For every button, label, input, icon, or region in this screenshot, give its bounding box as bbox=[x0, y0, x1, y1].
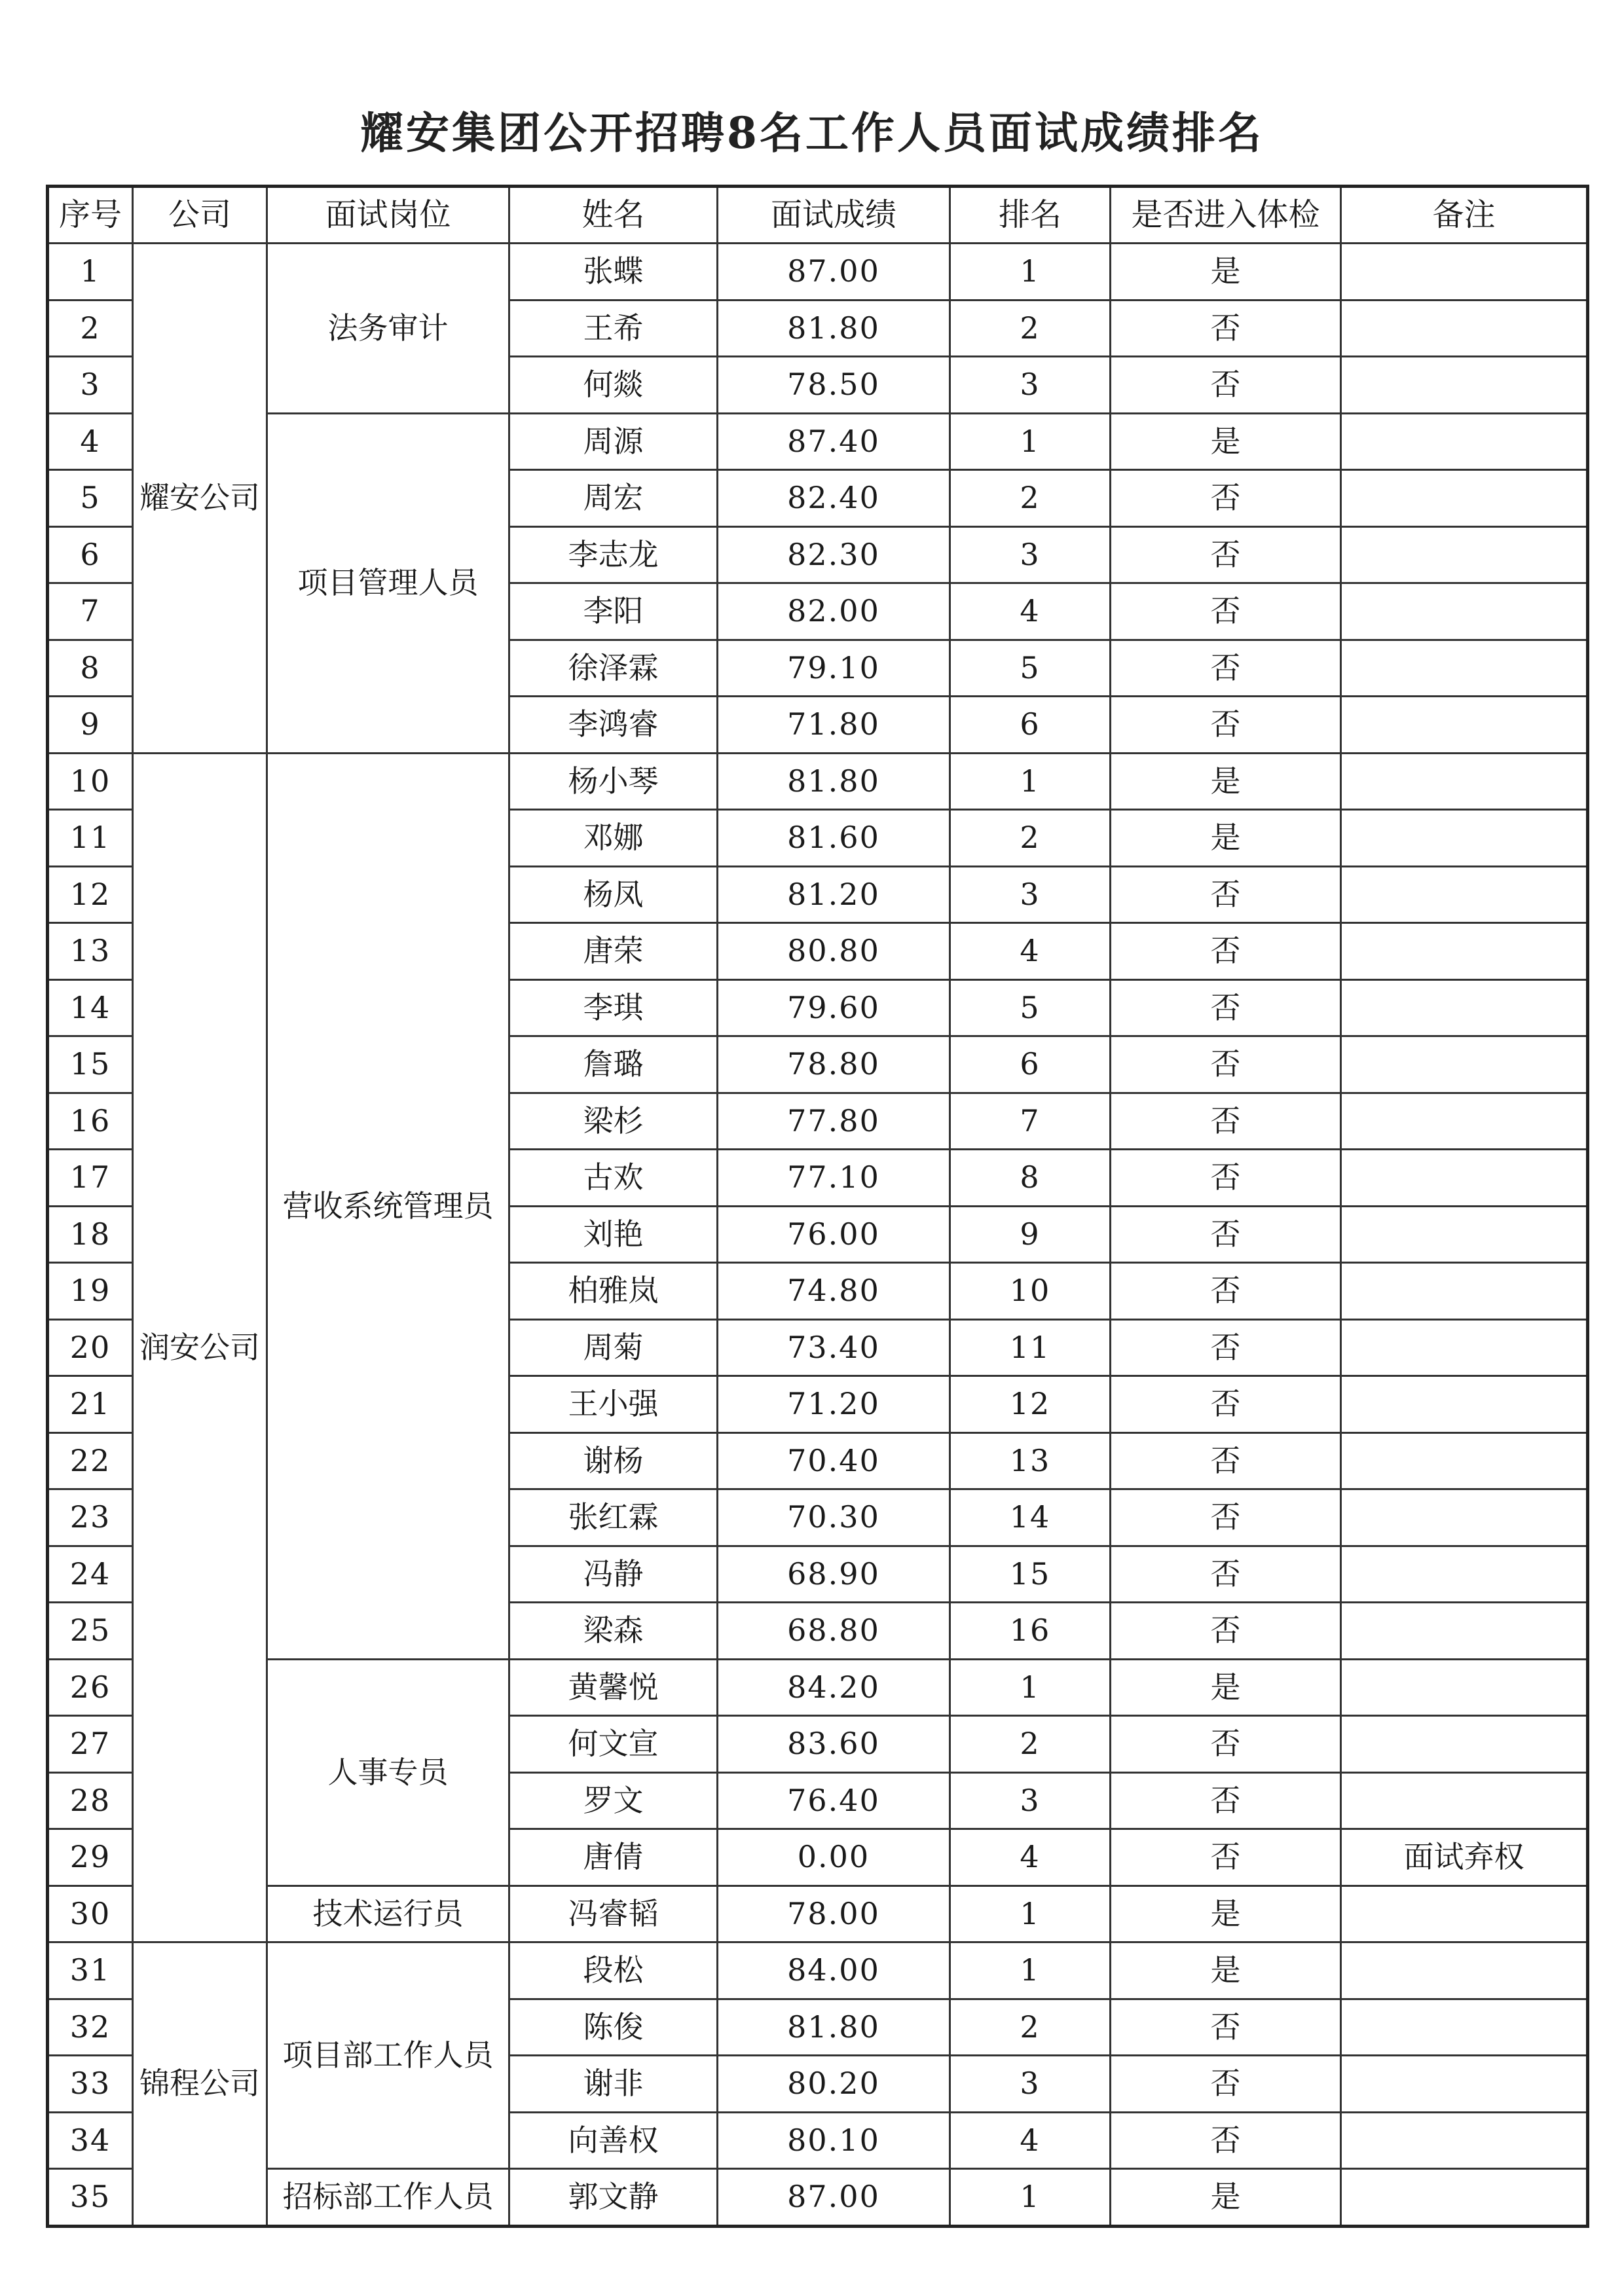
cell-medical: 否 bbox=[1111, 1546, 1341, 1603]
cell-medical: 否 bbox=[1111, 2056, 1341, 2113]
cell-position: 项目部工作人员 bbox=[267, 1942, 509, 2169]
cell-no: 25 bbox=[48, 1603, 133, 1660]
cell-no: 9 bbox=[48, 697, 133, 754]
table-row bbox=[48, 753, 1588, 810]
cell-rank: 5 bbox=[950, 640, 1111, 697]
cell-name: 周宏 bbox=[509, 470, 718, 527]
cell-medical: 否 bbox=[1111, 1829, 1341, 1886]
table-row bbox=[48, 413, 1588, 470]
cell-medical: 是 bbox=[1111, 1942, 1341, 1999]
cell-name: 郭文静 bbox=[509, 2169, 718, 2227]
cell-rank: 4 bbox=[950, 583, 1111, 640]
cell-note bbox=[1341, 810, 1588, 867]
cell-score: 77.10 bbox=[718, 1150, 950, 1207]
cell-rank: 1 bbox=[950, 1942, 1111, 1999]
table-row bbox=[48, 1886, 1588, 1942]
cell-rank: 4 bbox=[950, 1829, 1111, 1886]
header-row bbox=[48, 187, 1588, 244]
cell-name: 柏雅岚 bbox=[509, 1263, 718, 1320]
cell-name: 杨凤 bbox=[509, 866, 718, 923]
interview-results-table bbox=[46, 185, 1589, 2228]
cell-name: 罗文 bbox=[509, 1772, 718, 1829]
cell-note bbox=[1341, 1376, 1588, 1433]
cell-rank: 2 bbox=[950, 470, 1111, 527]
cell-rank: 11 bbox=[950, 1319, 1111, 1376]
cell-position: 人事专员 bbox=[267, 1659, 509, 1886]
cell-medical: 否 bbox=[1111, 583, 1341, 640]
cell-position: 法务审计 bbox=[267, 244, 509, 414]
cell-score: 76.00 bbox=[718, 1206, 950, 1263]
cell-note bbox=[1341, 979, 1588, 1036]
cell-medical: 否 bbox=[1111, 1150, 1341, 1207]
cell-name: 唐荣 bbox=[509, 923, 718, 980]
cell-medical: 否 bbox=[1111, 470, 1341, 527]
cell-name: 王希 bbox=[509, 300, 718, 357]
cell-no: 35 bbox=[48, 2169, 133, 2227]
cell-score: 73.40 bbox=[718, 1319, 950, 1376]
cell-score: 70.30 bbox=[718, 1489, 950, 1546]
cell-score: 77.80 bbox=[718, 1093, 950, 1150]
cell-position: 招标部工作人员 bbox=[267, 2169, 509, 2227]
cell-note bbox=[1341, 300, 1588, 357]
cell-name: 何燚 bbox=[509, 357, 718, 414]
cell-rank: 2 bbox=[950, 1999, 1111, 2056]
cell-rank: 8 bbox=[950, 1150, 1111, 1207]
cell-rank: 4 bbox=[950, 923, 1111, 980]
cell-score: 81.80 bbox=[718, 753, 950, 810]
cell-no: 34 bbox=[48, 2112, 133, 2169]
cell-no: 32 bbox=[48, 1999, 133, 2056]
cell-score: 82.00 bbox=[718, 583, 950, 640]
cell-no: 20 bbox=[48, 1319, 133, 1376]
table-row bbox=[48, 1942, 1588, 1999]
cell-name: 李阳 bbox=[509, 583, 718, 640]
cell-medical: 否 bbox=[1111, 640, 1341, 697]
cell-note bbox=[1341, 1150, 1588, 1207]
cell-name: 黄馨悦 bbox=[509, 1659, 718, 1716]
cell-name: 冯静 bbox=[509, 1546, 718, 1603]
cell-position: 技术运行员 bbox=[267, 1886, 509, 1942]
table-row bbox=[48, 1659, 1588, 1716]
cell-score: 68.80 bbox=[718, 1603, 950, 1660]
cell-company: 锦程公司 bbox=[133, 1942, 267, 2227]
cell-rank: 15 bbox=[950, 1546, 1111, 1603]
cell-medical: 否 bbox=[1111, 979, 1341, 1036]
cell-rank: 12 bbox=[950, 1376, 1111, 1433]
cell-no: 28 bbox=[48, 1772, 133, 1829]
cell-no: 29 bbox=[48, 1829, 133, 1886]
cell-note bbox=[1341, 1886, 1588, 1942]
cell-no: 8 bbox=[48, 640, 133, 697]
cell-no: 33 bbox=[48, 2056, 133, 2113]
cell-medical: 否 bbox=[1111, 1432, 1341, 1489]
cell-note bbox=[1341, 753, 1588, 810]
cell-no: 23 bbox=[48, 1489, 133, 1546]
cell-note bbox=[1341, 1263, 1588, 1320]
cell-no: 12 bbox=[48, 866, 133, 923]
cell-score: 68.90 bbox=[718, 1546, 950, 1603]
cell-rank: 5 bbox=[950, 979, 1111, 1036]
cell-name: 梁森 bbox=[509, 1603, 718, 1660]
cell-medical: 是 bbox=[1111, 244, 1341, 301]
cell-name: 谢非 bbox=[509, 2056, 718, 2113]
cell-medical: 否 bbox=[1111, 1206, 1341, 1263]
cell-note bbox=[1341, 470, 1588, 527]
cell-score: 78.80 bbox=[718, 1036, 950, 1093]
cell-score: 74.80 bbox=[718, 1263, 950, 1320]
cell-score: 79.60 bbox=[718, 979, 950, 1036]
cell-medical: 否 bbox=[1111, 866, 1341, 923]
cell-medical: 否 bbox=[1111, 1603, 1341, 1660]
cell-no: 14 bbox=[48, 979, 133, 1036]
cell-name: 李志龙 bbox=[509, 526, 718, 583]
cell-name: 张蝶 bbox=[509, 244, 718, 301]
cell-score: 84.20 bbox=[718, 1659, 950, 1716]
cell-no: 7 bbox=[48, 583, 133, 640]
cell-note bbox=[1341, 413, 1588, 470]
cell-company: 润安公司 bbox=[133, 753, 267, 1942]
cell-medical: 否 bbox=[1111, 1376, 1341, 1433]
cell-note: 面试弃权 bbox=[1341, 1829, 1588, 1886]
header-no: 序号 bbox=[48, 187, 133, 244]
cell-medical: 是 bbox=[1111, 1659, 1341, 1716]
cell-no: 5 bbox=[48, 470, 133, 527]
cell-rank: 1 bbox=[950, 753, 1111, 810]
cell-score: 81.20 bbox=[718, 866, 950, 923]
cell-note bbox=[1341, 526, 1588, 583]
cell-name: 邓娜 bbox=[509, 810, 718, 867]
cell-note bbox=[1341, 2169, 1588, 2227]
cell-rank: 1 bbox=[950, 244, 1111, 301]
cell-name: 周源 bbox=[509, 413, 718, 470]
cell-name: 冯睿韬 bbox=[509, 1886, 718, 1942]
cell-rank: 6 bbox=[950, 1036, 1111, 1093]
cell-note bbox=[1341, 2056, 1588, 2113]
cell-score: 80.20 bbox=[718, 2056, 950, 2113]
header-score: 面试成绩 bbox=[718, 187, 950, 244]
cell-name: 唐倩 bbox=[509, 1829, 718, 1886]
cell-no: 1 bbox=[48, 244, 133, 301]
cell-note bbox=[1341, 1603, 1588, 1660]
cell-no: 6 bbox=[48, 526, 133, 583]
cell-rank: 3 bbox=[950, 2056, 1111, 2113]
header-note: 备注 bbox=[1341, 187, 1588, 244]
cell-no: 30 bbox=[48, 1886, 133, 1942]
cell-medical: 否 bbox=[1111, 697, 1341, 754]
cell-note bbox=[1341, 1999, 1588, 2056]
cell-note bbox=[1341, 1319, 1588, 1376]
cell-rank: 3 bbox=[950, 866, 1111, 923]
header-position: 面试岗位 bbox=[267, 187, 509, 244]
cell-name: 刘艳 bbox=[509, 1206, 718, 1263]
cell-rank: 4 bbox=[950, 2112, 1111, 2169]
cell-name: 周菊 bbox=[509, 1319, 718, 1376]
cell-name: 梁杉 bbox=[509, 1093, 718, 1150]
table-header bbox=[48, 187, 1588, 244]
cell-note bbox=[1341, 1716, 1588, 1773]
cell-name: 向善权 bbox=[509, 2112, 718, 2169]
cell-medical: 是 bbox=[1111, 413, 1341, 470]
cell-score: 70.40 bbox=[718, 1432, 950, 1489]
cell-name: 张红霖 bbox=[509, 1489, 718, 1546]
cell-note bbox=[1341, 1432, 1588, 1489]
cell-score: 80.10 bbox=[718, 2112, 950, 2169]
cell-name: 王小强 bbox=[509, 1376, 718, 1433]
cell-rank: 14 bbox=[950, 1489, 1111, 1546]
cell-rank: 16 bbox=[950, 1603, 1111, 1660]
cell-note bbox=[1341, 583, 1588, 640]
cell-no: 26 bbox=[48, 1659, 133, 1716]
cell-medical: 否 bbox=[1111, 357, 1341, 414]
cell-note bbox=[1341, 2112, 1588, 2169]
cell-name: 詹璐 bbox=[509, 1036, 718, 1093]
cell-note bbox=[1341, 1772, 1588, 1829]
cell-note bbox=[1341, 640, 1588, 697]
cell-no: 17 bbox=[48, 1150, 133, 1207]
cell-rank: 6 bbox=[950, 697, 1111, 754]
cell-name: 杨小琴 bbox=[509, 753, 718, 810]
cell-note bbox=[1341, 1036, 1588, 1093]
cell-medical: 否 bbox=[1111, 1489, 1341, 1546]
cell-score: 82.30 bbox=[718, 526, 950, 583]
cell-score: 82.40 bbox=[718, 470, 950, 527]
cell-score: 87.00 bbox=[718, 244, 950, 301]
cell-no: 2 bbox=[48, 300, 133, 357]
cell-score: 81.80 bbox=[718, 300, 950, 357]
cell-rank: 7 bbox=[950, 1093, 1111, 1150]
cell-score: 84.00 bbox=[718, 1942, 950, 1999]
cell-note bbox=[1341, 1546, 1588, 1603]
cell-score: 80.80 bbox=[718, 923, 950, 980]
cell-no: 16 bbox=[48, 1093, 133, 1150]
cell-name: 李琪 bbox=[509, 979, 718, 1036]
cell-medical: 否 bbox=[1111, 1093, 1341, 1150]
cell-score: 87.00 bbox=[718, 2169, 950, 2227]
cell-medical: 否 bbox=[1111, 923, 1341, 980]
header-medical: 是否进入体检 bbox=[1111, 187, 1341, 244]
cell-name: 徐泽霖 bbox=[509, 640, 718, 697]
cell-medical: 否 bbox=[1111, 526, 1341, 583]
cell-no: 27 bbox=[48, 1716, 133, 1773]
cell-position: 项目管理人员 bbox=[267, 413, 509, 753]
cell-medical: 是 bbox=[1111, 1886, 1341, 1942]
cell-rank: 3 bbox=[950, 1772, 1111, 1829]
cell-rank: 10 bbox=[950, 1263, 1111, 1320]
cell-medical: 是 bbox=[1111, 753, 1341, 810]
cell-no: 3 bbox=[48, 357, 133, 414]
cell-score: 83.60 bbox=[718, 1716, 950, 1773]
cell-score: 71.80 bbox=[718, 697, 950, 754]
header-rank: 排名 bbox=[950, 187, 1111, 244]
cell-rank: 1 bbox=[950, 413, 1111, 470]
cell-name: 古欢 bbox=[509, 1150, 718, 1207]
cell-medical: 否 bbox=[1111, 1999, 1341, 2056]
cell-medical: 否 bbox=[1111, 1263, 1341, 1320]
cell-score: 79.10 bbox=[718, 640, 950, 697]
cell-no: 19 bbox=[48, 1263, 133, 1320]
cell-position: 营收系统管理员 bbox=[267, 753, 509, 1659]
cell-no: 31 bbox=[48, 1942, 133, 1999]
cell-name: 陈俊 bbox=[509, 1999, 718, 2056]
cell-rank: 2 bbox=[950, 300, 1111, 357]
cell-no: 18 bbox=[48, 1206, 133, 1263]
cell-no: 11 bbox=[48, 810, 133, 867]
table-row bbox=[48, 2169, 1588, 2227]
cell-medical: 否 bbox=[1111, 1319, 1341, 1376]
cell-name: 段松 bbox=[509, 1942, 718, 1999]
cell-note bbox=[1341, 866, 1588, 923]
cell-name: 谢杨 bbox=[509, 1432, 718, 1489]
cell-rank: 1 bbox=[950, 2169, 1111, 2227]
cell-note bbox=[1341, 1659, 1588, 1716]
cell-note bbox=[1341, 1206, 1588, 1263]
cell-rank: 2 bbox=[950, 810, 1111, 867]
cell-score: 78.00 bbox=[718, 1886, 950, 1942]
cell-no: 10 bbox=[48, 753, 133, 810]
cell-score: 81.60 bbox=[718, 810, 950, 867]
cell-medical: 否 bbox=[1111, 1772, 1341, 1829]
cell-score: 0.00 bbox=[718, 1829, 950, 1886]
cell-medical: 是 bbox=[1111, 810, 1341, 867]
cell-score: 81.80 bbox=[718, 1999, 950, 2056]
cell-medical: 是 bbox=[1111, 2169, 1341, 2227]
page-title: 耀安集团公开招聘8名工作人员面试成绩排名 bbox=[360, 107, 1264, 158]
cell-name: 何文宣 bbox=[509, 1716, 718, 1773]
header-company: 公司 bbox=[133, 187, 267, 244]
cell-rank: 3 bbox=[950, 357, 1111, 414]
cell-no: 21 bbox=[48, 1376, 133, 1433]
cell-note bbox=[1341, 1942, 1588, 1999]
header-name: 姓名 bbox=[509, 187, 718, 244]
cell-rank: 3 bbox=[950, 526, 1111, 583]
cell-name: 李鸿睿 bbox=[509, 697, 718, 754]
cell-medical: 否 bbox=[1111, 1036, 1341, 1093]
cell-rank: 2 bbox=[950, 1716, 1111, 1773]
cell-medical: 否 bbox=[1111, 1716, 1341, 1773]
cell-no: 4 bbox=[48, 413, 133, 470]
cell-note bbox=[1341, 357, 1588, 414]
cell-note bbox=[1341, 1093, 1588, 1150]
cell-rank: 13 bbox=[950, 1432, 1111, 1489]
cell-company: 耀安公司 bbox=[133, 244, 267, 754]
cell-note bbox=[1341, 1489, 1588, 1546]
cell-score: 71.20 bbox=[718, 1376, 950, 1433]
cell-score: 78.50 bbox=[718, 357, 950, 414]
cell-no: 15 bbox=[48, 1036, 133, 1093]
cell-score: 87.40 bbox=[718, 413, 950, 470]
cell-no: 22 bbox=[48, 1432, 133, 1489]
cell-rank: 1 bbox=[950, 1659, 1111, 1716]
cell-rank: 1 bbox=[950, 1886, 1111, 1942]
cell-rank: 9 bbox=[950, 1206, 1111, 1263]
table-body bbox=[48, 244, 1588, 2227]
table-row bbox=[48, 244, 1588, 301]
cell-note bbox=[1341, 923, 1588, 980]
cell-no: 24 bbox=[48, 1546, 133, 1603]
cell-medical: 否 bbox=[1111, 300, 1341, 357]
cell-note bbox=[1341, 244, 1588, 301]
cell-score: 76.40 bbox=[718, 1772, 950, 1829]
cell-medical: 否 bbox=[1111, 2112, 1341, 2169]
cell-note bbox=[1341, 697, 1588, 754]
cell-no: 13 bbox=[48, 923, 133, 980]
